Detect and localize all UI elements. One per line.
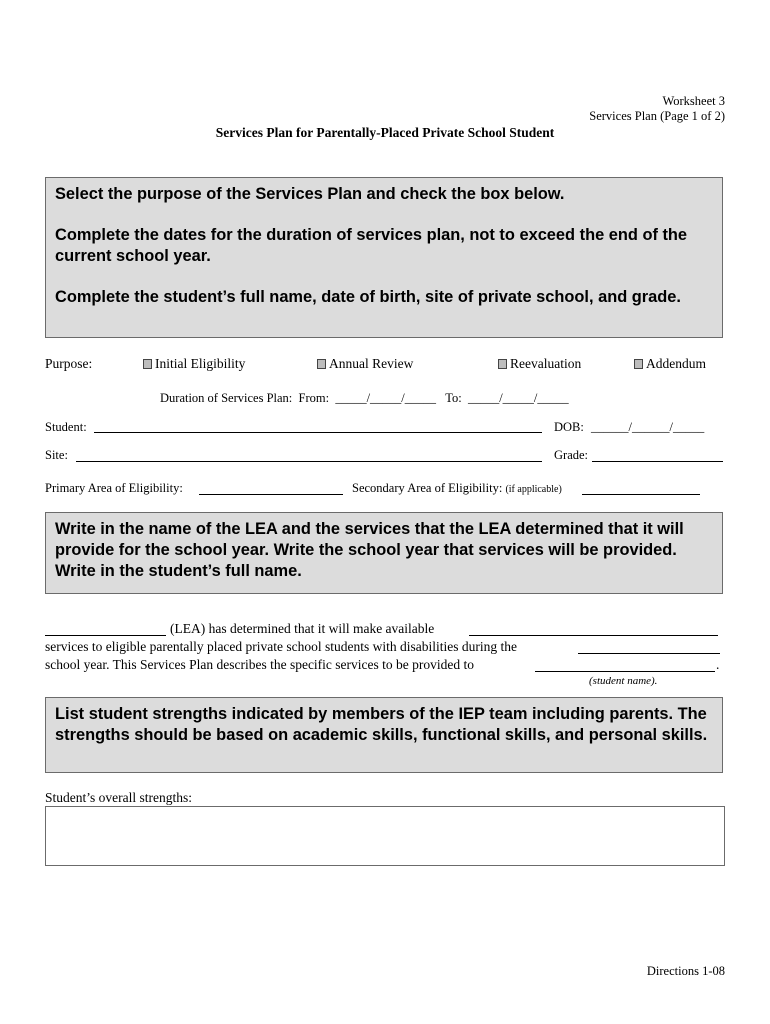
primary-eligibility-label: Primary Area of Eligibility:: [45, 481, 183, 495]
if-applicable-note: (if applicable): [505, 484, 562, 495]
duration-label: Duration of Services Plan:: [160, 391, 293, 405]
student-name-note: (student name).: [589, 675, 658, 687]
worksheet-number: Worksheet 3: [662, 94, 725, 108]
checkbox-annual-review[interactable]: [317, 356, 413, 372]
checkbox-label: Annual Review: [329, 356, 414, 371]
checkbox-icon[interactable]: [498, 359, 507, 369]
duration-row: [160, 391, 569, 406]
checkbox-label: Initial Eligibility: [155, 356, 246, 371]
student-label: Student:: [45, 420, 87, 434]
instruction-text: Complete the student’s full name, date of birth, site of private school, and grade.: [55, 288, 681, 306]
from-date-field[interactable]: _____/_____/_____: [335, 391, 437, 405]
page-indicator: Services Plan (Page 1 of 2): [589, 109, 725, 123]
from-label: From:: [298, 391, 330, 405]
dob-label: DOB:: [554, 420, 584, 434]
secondary-eligibility-text: Secondary Area of Eligibility:: [352, 481, 503, 495]
checkbox-icon[interactable]: [143, 359, 152, 369]
checkbox-label: Addendum: [646, 356, 706, 371]
strengths-label: Student’s overall strengths:: [45, 790, 192, 805]
checkbox-reevaluation[interactable]: [498, 356, 581, 372]
checkbox-icon[interactable]: [317, 359, 326, 369]
checkbox-addendum[interactable]: [634, 356, 706, 372]
site-label: Site:: [45, 448, 68, 462]
primary-eligibility-field[interactable]: [199, 494, 343, 495]
instruction-text: List student strengths indicated by members of the IEP team including parents. The strengths should be based on academic skills, functional skills, and personal skills.: [55, 705, 708, 744]
grade-label: Grade:: [554, 448, 589, 462]
lea-text-line2: services to eligible parentally placed private school students with disabilities during the: [45, 639, 518, 654]
student-name-field[interactable]: [94, 432, 542, 433]
purpose-label: Purpose:: [45, 356, 93, 371]
instruction-text: Complete the dates for the duration of services plan, not to exceed the end of the current school year.: [55, 226, 688, 265]
document-title: Services Plan for Parentally-Placed Private School Student: [215, 125, 555, 140]
lea-text-line1: (LEA) has determined that it will make available: [170, 621, 435, 636]
secondary-eligibility-label: [352, 481, 562, 496]
checkbox-label: Reevaluation: [510, 356, 582, 371]
dob-field[interactable]: ______/______/_____: [591, 420, 705, 434]
secondary-eligibility-field[interactable]: [582, 494, 700, 495]
site-field[interactable]: [76, 461, 542, 462]
grade-field[interactable]: [592, 461, 723, 462]
services-field[interactable]: [469, 635, 718, 636]
student-full-name-field[interactable]: [535, 671, 715, 672]
footer-directions: Directions 1-08: [646, 964, 725, 978]
checkbox-icon[interactable]: [634, 359, 643, 369]
instruction-text: Select the purpose of the Services Plan and check the box below.: [55, 185, 565, 203]
school-year-field[interactable]: [578, 653, 720, 654]
strengths-text-area[interactable]: [45, 806, 725, 866]
to-date-field[interactable]: _____/_____/_____: [467, 391, 569, 405]
to-label: To:: [445, 391, 462, 405]
instruction-box-strengths: [45, 697, 723, 773]
instruction-box-lea: [45, 512, 723, 594]
lea-name-field[interactable]: [45, 635, 166, 636]
instruction-box-purpose: [45, 177, 723, 338]
checkbox-initial-eligibility[interactable]: [143, 356, 245, 372]
instruction-text: Write in the name of the LEA and the services that the LEA determined that it will provide for the school year. Write the school year that services will be provided. Write in the student’s full name.: [55, 520, 684, 580]
sentence-period: .: [716, 657, 720, 672]
lea-text-line3: school year. This Services Plan describes the specific services to be provided to: [45, 657, 475, 672]
